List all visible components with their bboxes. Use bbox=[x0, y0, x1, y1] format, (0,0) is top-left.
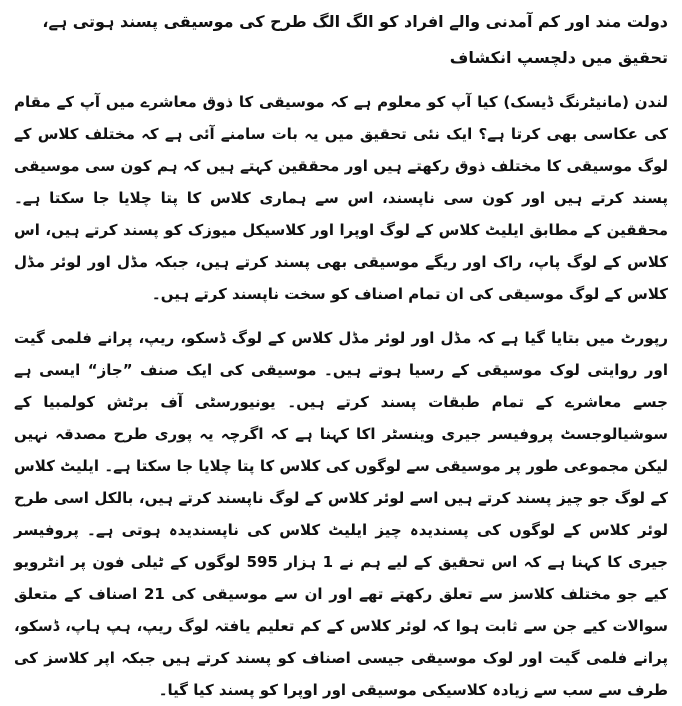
article-headline: دولت مند اور کم آمدنی والے افراد کو الگ الگ طرح کی موسیقی پسند ہوتی ہے، تحقیق میں دلچسپ انکشاف bbox=[42, 12, 668, 67]
news-article bbox=[14, 4, 668, 706]
article-paragraph-1: لندن (مانیٹرنگ ڈیسک) کیا آپ کو معلوم ہے کہ موسیقی کا ذوق معاشرے میں آپ کے مقام کی عکاسی بھی کرتا ہے؟ ایک نئی تحقیق میں یہ بات سامنے آئی ہے کہ مختلف کلاس کے لوگ موسیقی کا مختلف ذوق رکھتے ہیں اور محققین کہتے ہیں کہ ہم کون سی موسیقی پسند کرتے ہیں اور کون سی ناپسند، اس سے ہماری کلاس کا پتا چلایا جا سکتا ہے۔ محققین کے مطابق ایلیٹ کلاس کے لوگ اوپرا اور کلاسیکل میوزک کو پسند کرتے ہیں، اس کلاس کے لوگ پاپ، راک اور ریگے موسیقی بھی پسند کرتے ہیں، جبکہ مڈل اور لوئر مڈل کلاس کے لوگ موسیقی کی ان تمام اصناف کو سخت ناپسند کرتے ہیں۔ bbox=[14, 93, 668, 303]
article-paragraph-2: رپورٹ میں بتایا گیا ہے کہ مڈل اور لوئر مڈل کلاس کے لوگ ڈسکو، ریپ، پرانے فلمی گیت اور روایتی لوک موسیقی کے رسیا ہوتے ہیں۔ موسیقی کی ایک صنف ”جاز“ ایسی ہے جسے معاشرے کے تمام طبقات پسند کرتے ہیں۔ یونیورسٹی آف برٹش کولمبیا کے سوشیالوجسٹ پروفیسر جیری وینسٹر اکا کہنا ہے کہ اگرچہ یہ پوری طرح مصدقہ نہیں لیکن مجموعی طور پر موسیقی سے لوگوں کی کلاس کا پتا چلایا جا سکتا ہے۔ ایلیٹ کلاس کے لوگ جو چیز پسند کرتے ہیں اسے لوئر کلاس کے لوگ ناپسند کرتے ہیں، بالکل اسی طرح لوئر کلاس کے لوگوں کی پسندیدہ چیز ایلیٹ کلاس کی ناپسندیدہ ہوتی ہے۔ پروفیسر جیری کا کہنا ہے کہ اس تحقیق کے لیے ہم نے 1 ہزار 595 لوگوں کے ٹیلی فون پر انٹرویو کیے جو مختلف کلاسز سے تعلق رکھتے تھے اور ان سے موسیقی کی 21 اصناف کے متعلق سوالات کیے جن سے ثابت ہوا کہ لوئر کلاس کے کم تعلیم یافتہ لوگ ریپ، ہپ ہاپ، ڈسکو، پرانے فلمی گیت اور لوک موسیقی جیسی اصناف کو پسند کرتے ہیں جبکہ اپر کلاسز کی طرف سے سب سے زیادہ کلاسیکی موسیقی اور اوپرا کو پسند کیا گیا۔ bbox=[14, 329, 668, 699]
